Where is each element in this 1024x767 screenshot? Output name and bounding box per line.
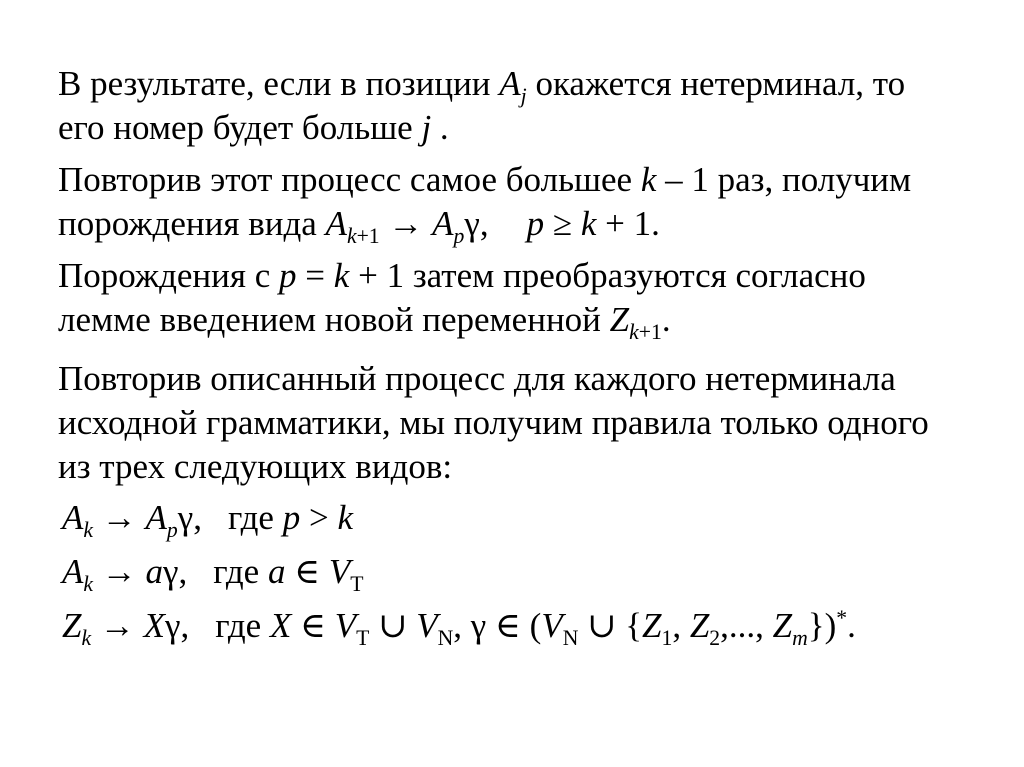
math-text: γ, [464,204,489,243]
text: + 1 затем преобразуются согласно [349,256,866,295]
math-var: p [279,256,297,295]
paragraph-4-line-3: из трех следующих видов: [58,447,453,486]
math-var: A [325,204,347,243]
text: где [215,606,270,645]
text: Порождения с [58,256,280,295]
math-text: ∪ { [578,606,643,645]
text: . [431,108,449,147]
math-subscript: T [350,572,364,597]
math-subscript: j [520,84,527,109]
math-subscript: p [453,224,465,249]
arrow-symbol: → [93,552,146,591]
math-var: Z [772,606,793,645]
paragraph-1-line-2 [58,106,1008,150]
text: где [227,498,283,537]
paragraph-2 [58,158,1008,249]
math-text: , [672,606,690,645]
geq-symbol: ≥ [544,204,581,243]
text: лемме введением новой переменной [58,300,610,339]
math-subscript: N [437,626,454,651]
math-subscript: p [166,518,178,543]
arrow-symbol: → [379,204,433,243]
math-var: a [145,552,164,591]
paragraph-1 [58,62,1008,150]
math-subscript: k [346,224,357,249]
math-var: X [269,606,292,645]
math-var: Z [689,606,710,645]
math-var: A [62,498,84,537]
element-of-symbol: ∈ [291,606,335,645]
paragraph-3-line-1 [58,254,1008,298]
math-var: p [526,204,545,243]
math-text: , γ ∈ ( [453,606,542,645]
arrow-symbol: → [91,606,144,645]
math-var: a [267,552,286,591]
math-var: X [143,606,165,645]
element-of-symbol: ∈ [285,552,329,591]
paragraph-4-line-1: Повторив описанный процесс для каждого нетерминала [58,359,896,398]
math-text: . [847,606,856,645]
text: порождения вида [58,204,326,243]
paragraph-1-line-1 [58,62,1008,109]
paragraph-4 [58,357,1008,489]
math-superscript: * [836,606,848,631]
math-text: γ, [165,606,190,645]
text: его номер будет больше [58,108,422,147]
text: окажется нетерминал, то [526,64,906,103]
math-subscript: 1 [661,626,673,651]
math-subscript: +1 [356,224,380,249]
math-subscript: N [562,626,579,651]
paragraph-3 [58,254,1008,345]
math-subscript: k [629,320,639,345]
math-var: Z [642,606,662,645]
text: В результате, если в позиции [58,64,500,103]
math-var: k [580,204,597,243]
equals-symbol: = [296,256,334,295]
math-var: A [499,64,521,103]
math-text: ,..., [720,606,773,645]
math-var: k [337,498,353,537]
text: где [213,552,268,591]
math-var: V [334,606,357,645]
math-subscript: T [356,626,370,651]
math-subscript: +1 [638,320,662,345]
paragraph-2-line-2 [58,202,1008,249]
math-text: γ, [177,498,202,537]
math-subscript: k [83,572,94,597]
rule-formula-3 [62,604,856,651]
math-var: Z [609,300,630,339]
gt-symbol: > [300,498,338,537]
math-var: k [640,160,657,199]
paragraph-3-line-2 [58,298,1008,345]
math-var: k [333,256,350,295]
arrow-symbol: → [93,498,146,537]
text: – 1 раз, получим [656,160,912,199]
math-text: }) [807,606,837,645]
math-subscript: k [81,626,92,651]
rule-formula-2 [62,550,364,597]
math-var: V [541,606,563,645]
math-text: γ, [163,552,188,591]
paragraph-2-line-1 [58,158,1008,202]
math-var: j [421,108,432,147]
math-var: V [328,552,351,591]
text: Повторив этот процесс самое большее [58,160,641,199]
math-var: p [282,498,301,537]
math-var: V [416,606,438,645]
math-var: A [432,204,454,243]
text: . [661,300,671,339]
math-var: Z [62,606,82,645]
paragraph-4-line-2: исходной грамматики, мы получим правила только одного [58,403,929,442]
math-var: A [145,498,167,537]
math-subscript: 2 [709,626,721,651]
math-subscript: k [83,518,94,543]
rule-formula-1 [62,496,353,543]
math-subscript: m [792,626,808,651]
text: + 1. [596,204,660,243]
math-var: A [62,552,84,591]
union-symbol: ∪ [369,606,417,645]
